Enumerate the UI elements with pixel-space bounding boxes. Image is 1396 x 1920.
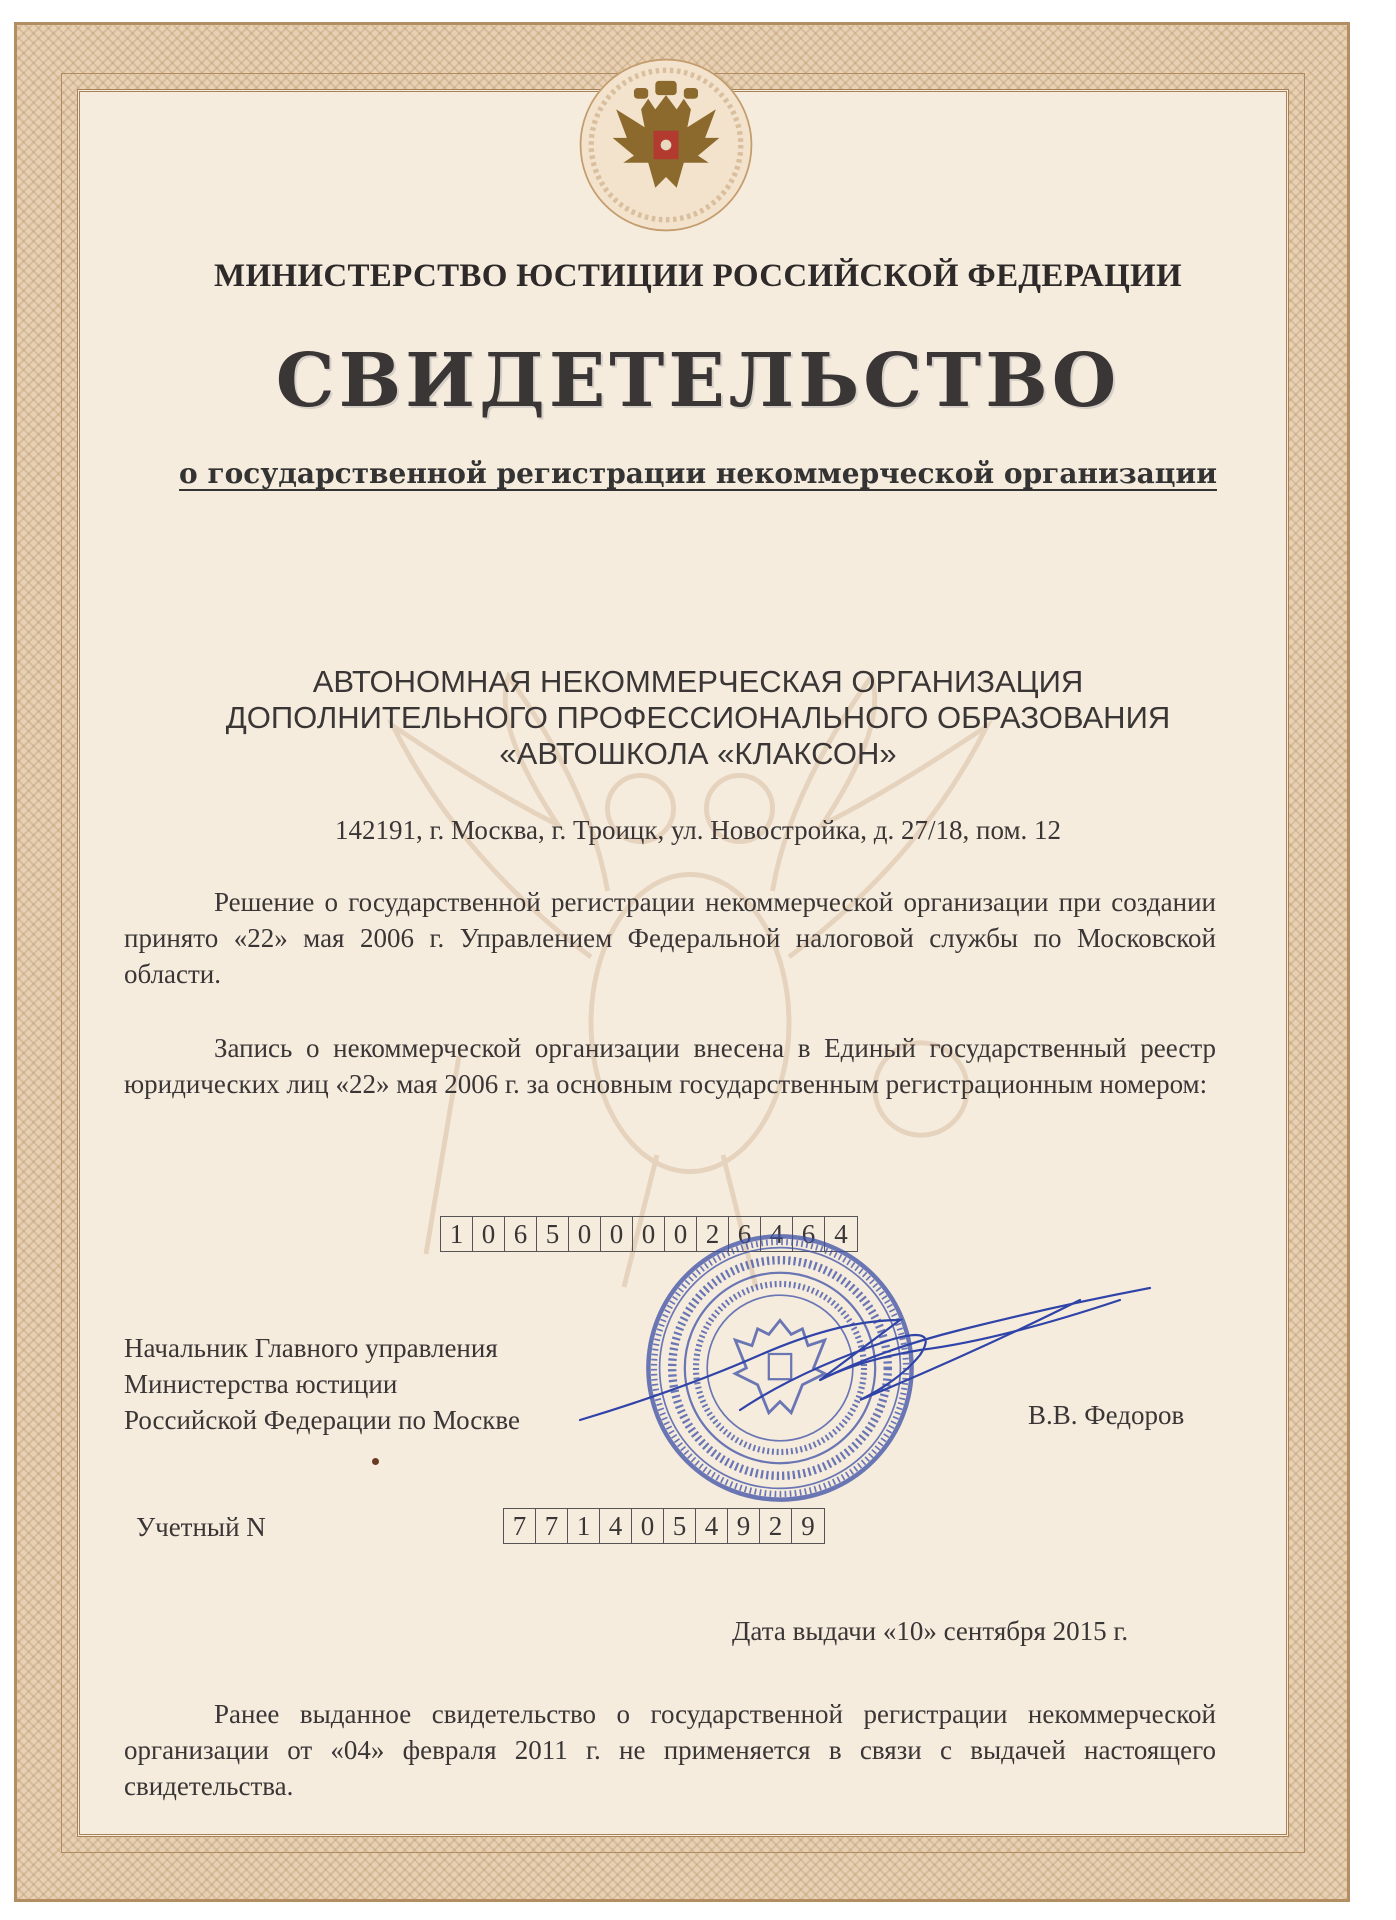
account-digit: 7 [504, 1509, 536, 1543]
ink-dot [372, 1458, 379, 1465]
account-digit: 4 [600, 1509, 632, 1543]
organization-address: 142191, г. Москва, г. Троицк, ул. Новостройка, д. 27/18, пом. 12 [334, 815, 1062, 845]
account-label: Учетный N [136, 1512, 266, 1542]
account-digit: 0 [632, 1509, 664, 1543]
ogrn-digit: 0 [601, 1217, 633, 1251]
org-line-1: АВТОНОМНАЯ НЕКОММЕРЧЕСКАЯ ОРГАНИЗАЦИЯ [312, 664, 1084, 699]
organization-name [0, 664, 1396, 772]
document-subtitle [0, 457, 1396, 490]
ogrn-digit: 6 [793, 1217, 825, 1251]
ministry-heading: МИНИСТЕРСТВО ЮСТИЦИИ РОССИЙСКОЙ ФЕДЕРАЦИИ [214, 258, 1182, 294]
signatory-line-2: Министерства юстиции [124, 1369, 398, 1399]
ogrn-digit: 6 [729, 1217, 761, 1251]
ogrn-digit: 4 [834, 1218, 848, 1249]
ogrn-digit: 1 [441, 1217, 473, 1251]
account-digit: 5 [664, 1509, 696, 1543]
issue-date: Дата выдачи «10» сентября 2015 г. [732, 1616, 1129, 1646]
org-line-2: ДОПОЛНИТЕЛЬНОГО ПРОФЕССИОНАЛЬНОГО ОБРАЗОВАНИЯ [225, 700, 1171, 735]
account-number-box [503, 1508, 825, 1544]
org-line-3: «АВТОШКОЛА «КЛАКСОН» [499, 736, 897, 771]
ogrn-digit: 0 [473, 1217, 505, 1251]
account-digit: 9 [728, 1509, 760, 1543]
ogrn-digit: 2 [697, 1217, 729, 1251]
ogrn-digit: 0 [569, 1217, 601, 1251]
account-digit: 4 [696, 1509, 728, 1543]
ogrn-digit: 4 [761, 1217, 793, 1251]
ogrn-digit: 0 [665, 1217, 697, 1251]
ogrn-digit: 6 [505, 1217, 537, 1251]
account-digit: 7 [536, 1509, 568, 1543]
signatory-title [124, 1330, 520, 1438]
handwritten-signature-icon [560, 1260, 1160, 1460]
printer-footnote [0, 1876, 1396, 1886]
ogrn-digit: 0 [633, 1217, 665, 1251]
decision-paragraph: Решение о государственной регистрации некоммерческой организации при создании принято «22» мая 2006 г. Управлением Федеральной налоговой службы по Московской области. [124, 887, 1216, 989]
ogrn-digit: 5 [537, 1217, 569, 1251]
signatory-line-1: Начальник Главного управления [124, 1333, 498, 1363]
account-digit: 9 [801, 1510, 815, 1541]
record-paragraph: Запись о некоммерческой организации внесена в Единый государственный реестр юридических лиц «22» мая 2006 г. за основным государственным регистрационным номером: [124, 1033, 1216, 1099]
coat-of-arms-icon [577, 56, 755, 234]
signatory-line-3: Российской Федерации по Москве [124, 1405, 520, 1435]
signatory-name: В.В. Федоров [1028, 1400, 1185, 1430]
document-title: СВИДЕТЕЛЬСТВО [275, 338, 1121, 424]
account-digit: 2 [760, 1509, 792, 1543]
subtitle-text: о государственной регистрации некоммерческой организации [179, 457, 1217, 490]
previous-certificate-paragraph: Ранее выданное свидетельство о государственной регистрации некоммерческой организации от «04» февраля 2011 г. не применяется в связи с выдачей настоящего свидетельства. [124, 1699, 1216, 1801]
account-digit: 1 [568, 1509, 600, 1543]
